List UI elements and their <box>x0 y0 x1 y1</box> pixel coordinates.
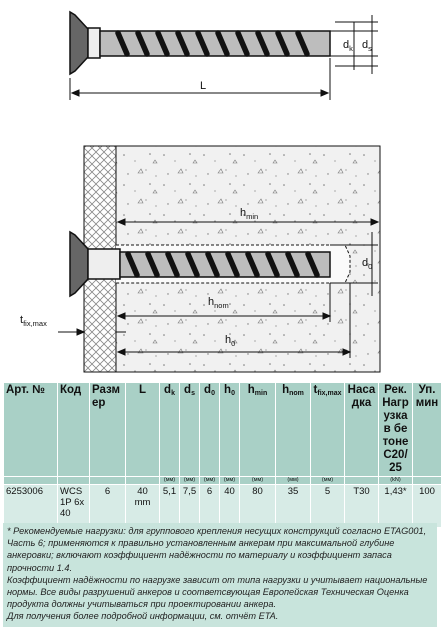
label-h0: $h_0$ <box>225 334 236 348</box>
cell-pack: 100 <box>413 485 442 528</box>
cell-tfix: 5 <box>311 485 345 528</box>
header-load: Рек. Нагрузка в бетоне С20/25 <box>379 383 413 477</box>
unit-d0: (мм) <box>200 477 220 485</box>
header-size: Размер <box>90 383 126 477</box>
header-dk: $d_k$ <box>160 383 180 477</box>
cell-h0: 40 <box>220 485 240 528</box>
header-tfix: $t_{fix,max}$ <box>311 383 345 477</box>
cell-hmin: 80 <box>240 485 276 528</box>
unit-ds: (мм) <box>180 477 200 485</box>
units-row <box>4 477 442 485</box>
footnote-box <box>3 523 437 627</box>
unit-h0: (мм) <box>220 477 240 485</box>
label-tfix: $t_{fix,max}$ <box>20 314 47 328</box>
unit-dk: (мм) <box>160 477 180 485</box>
header-ds: $d_s$ <box>180 383 200 477</box>
label-L: L <box>200 80 207 92</box>
header-L: L <box>126 383 160 477</box>
cell-code: WCS1P 6x40 <box>58 485 90 528</box>
header-art: Арт. № <box>4 383 58 477</box>
screw-side-view <box>70 12 330 74</box>
spec-table <box>3 382 442 528</box>
cell-d0: 6 <box>200 485 220 528</box>
header-hmin: $h_{min}$ <box>240 383 276 477</box>
footnote-safety: Коэффициент надёжности по нагрузке зависит от типа нагрузки и учитывает национальные нормы. Все виды разрушений анкеров и соответсвующая Европейская Техническая Оценка продукта должны учитываться при проектировании анкера. <box>7 574 428 610</box>
cell-hnom: 35 <box>276 485 311 528</box>
dimension-L <box>70 58 330 100</box>
footnote-eta: Для получения более подробной информации, см. отчёт ETA. <box>7 611 279 622</box>
header-d0: $d_0$ <box>200 383 220 477</box>
footnote-load: * Рекомендуемые нагрузки: для группового крепления несущих конструкций согласно ETAG001, Часть 6; применяются к правильно установленным анкерам при максимальной глубине анкеровки; включают коэффициент надёжности по материалу и коэффициент запаса прочности 1.4. <box>7 526 427 573</box>
label-dk: $d_k$ <box>343 39 353 53</box>
cell-bit: T30 <box>345 485 379 528</box>
table-row <box>4 485 442 528</box>
header-hnom: $h_{nom}$ <box>276 383 311 477</box>
cell-L: 40 mm <box>126 485 160 528</box>
label-hmin: $h_{min}$ <box>240 207 259 221</box>
cell-dk: 5,1 <box>160 485 180 528</box>
header-code: Код <box>58 383 90 477</box>
unit-hmin: (мм) <box>240 477 276 485</box>
cell-load: 1,43* <box>379 485 413 528</box>
label-d0: $d_0$ <box>362 257 373 271</box>
cell-size: 6 <box>90 485 126 528</box>
unit-load: (kN) <box>379 477 413 485</box>
header-pack: Уп.мин <box>413 383 442 477</box>
unit-hnom: (мм) <box>276 477 311 485</box>
label-ds: $d_s$ <box>362 39 372 53</box>
cell-art: 6253006 <box>4 485 58 528</box>
header-bit: Насадка <box>345 383 379 477</box>
cell-ds: 7,5 <box>180 485 200 528</box>
header-h0: $h_0$ <box>220 383 240 477</box>
unit-tfix: (мм) <box>311 477 345 485</box>
label-hnom: $h_{nom}$ <box>208 296 229 310</box>
table-header <box>4 383 442 477</box>
